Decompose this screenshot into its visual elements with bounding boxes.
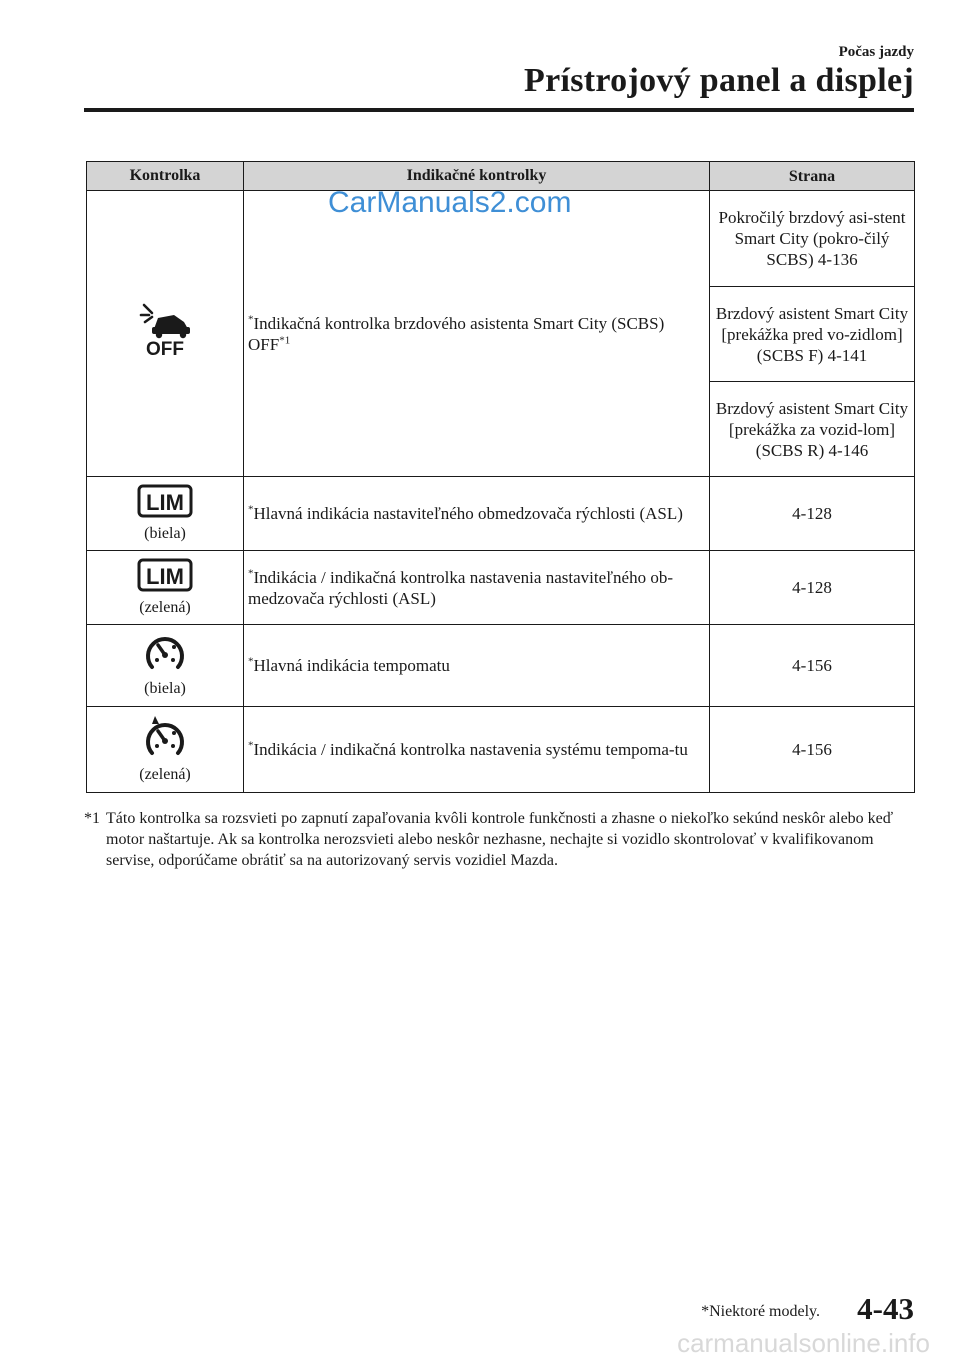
section-title: Počas jazdy <box>838 44 914 60</box>
cruise-control-icon <box>143 633 187 678</box>
table-row <box>87 477 915 551</box>
model-note-mark: * <box>248 739 254 752</box>
page-reference: Brzdový asistent Smart City [prekážka pred vo-zidlom] (SCBS F) 4-141 <box>710 287 915 382</box>
description-cell <box>244 551 710 625</box>
row-description: Indikácia / indikačná kontrolka nastavenia nastaviteľného ob-medzovača rýchlosti (ASL) <box>248 567 673 608</box>
description-cell <box>244 707 710 793</box>
table-row <box>87 551 915 625</box>
watermark-carmanuals: CarManuals2.com <box>328 186 572 219</box>
lim-label: LIM <box>146 564 184 589</box>
row-description: Hlavná indikácia tempomatu <box>253 656 450 675</box>
page-number: 4-43 <box>857 1291 914 1326</box>
model-note-mark: * <box>248 312 254 325</box>
lim-icon <box>137 484 193 523</box>
indicator-cell <box>87 625 244 707</box>
model-note-mark: * <box>248 566 254 579</box>
table-row <box>87 707 915 793</box>
row-description: Indikácia / indikačná kontrolka nastavenia systému tempoma-tu <box>253 740 688 759</box>
indicator-cell <box>87 477 244 551</box>
table-row <box>87 625 915 707</box>
lim-label: LIM <box>146 490 184 515</box>
chapter-title: Prístrojový panel a displej <box>524 62 914 99</box>
off-icon-label: OFF <box>146 339 184 359</box>
model-note-mark: * <box>248 503 254 516</box>
lim-icon <box>137 558 193 597</box>
footnote <box>84 808 914 871</box>
footnote-text: Táto kontrolka sa rozsvieti po zapnutí zapaľovania kvôli kontrole funkčnosti a zhasne o niekoľko sekúnd neskôr alebo keď motor naštartuje. Ak sa kontrolka nerozsvieti alebo neskôr nezhasne, nechajte si vozidlo skontrolovať v kvalifikovanom servise, odporúčame obrátiť sa na autorizovaný servis vozidiel Mazda. <box>106 810 894 869</box>
indicator-table <box>86 161 915 793</box>
models-note: *Niektoré modely. <box>701 1303 820 1320</box>
indicator-cell <box>87 707 244 793</box>
icon-caption: (biela) <box>144 525 186 542</box>
cruise-control-set-icon <box>143 715 187 764</box>
page-reference: 4-128 <box>710 551 915 625</box>
column-header-strana: Strana <box>710 162 915 191</box>
icon-caption: (biela) <box>144 680 186 697</box>
description-cell <box>244 191 710 477</box>
description-cell <box>244 477 710 551</box>
page-reference: Pokročilý brzdový asi-stent Smart City (pokro-čilý SCBS) 4-136 <box>710 191 915 287</box>
footnote-reference: *1 <box>279 333 291 346</box>
watermark-carmanualsonline: carmanualsonline.info <box>677 1328 930 1358</box>
page-reference: 4-156 <box>710 625 915 707</box>
column-header-indikacne: Indikačné kontrolky <box>244 162 710 191</box>
page-reference: 4-156 <box>710 707 915 793</box>
model-note-mark: * <box>248 655 254 668</box>
description-cell <box>244 625 710 707</box>
header-rule <box>84 108 914 112</box>
icon-caption: (zelená) <box>139 599 191 616</box>
page-reference: 4-128 <box>710 477 915 551</box>
column-header-kontrolka: Kontrolka <box>87 162 244 191</box>
row-description: Hlavná indikácia nastaviteľného obmedzovača rýchlosti (ASL) <box>253 504 683 523</box>
brake-assist-off-icon <box>130 303 200 364</box>
page-reference: Brzdový asistent Smart City [prekážka za vozid-lom] (SCBS R) 4-146 <box>710 382 915 477</box>
row-description: Indikačná kontrolka brzdového asistenta Smart City (SCBS) OFF <box>248 313 665 354</box>
indicator-cell <box>87 191 244 477</box>
footnote-mark: *1 <box>84 810 100 827</box>
icon-caption: (zelená) <box>139 766 191 783</box>
indicator-cell <box>87 551 244 625</box>
